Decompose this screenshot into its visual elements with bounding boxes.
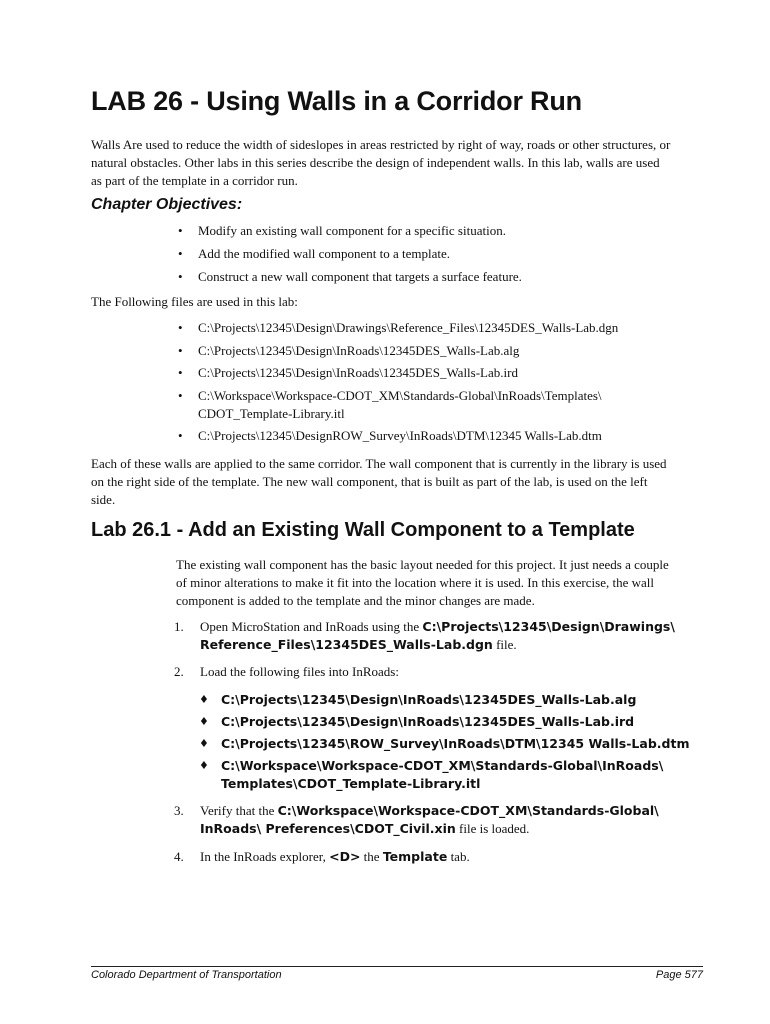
list-item: • C:\Projects\12345\DesignROW_Survey\InRoads\DTM\12345 Walls-Lab.dtm — [178, 428, 602, 443]
bullet-icon: • — [178, 365, 183, 380]
document-page: LAB 26 - Using Walls in a Corridor Run Walls Are used to reduce the width of sideslopes in areas restricted by right of way, roads or other structures, or natural obstacles. Other labs in this series describe the design of independent walls. In this lab, walls are used as part of the template in a corridor run. Chapter Objectives: • Modify an existing wall component for a specific situation. • Add the modified wall component to a template. • Construct a new wall component that targets a surface feature. The Following files are used in this lab: • C:\Projects\12345\Design\Drawings\Reference_Files\12345DES_Walls-Lab.dgn • C:\Projects\12345\Design\InRoads\12345DES_Walls-Lab.alg • C:\Projects\12345\Design\InRoads\12345DES_Walls-Lab.ird • C:\Workspace\Workspace-CDOT_XM\Standards-Global\InRoads\Templates\ CDOT_Template-Library.itl • C:\Projects\12345\DesignROW_Survey\InRoads\DTM\12345 Walls-Lab.dtm Each of these walls are applied to the same corridor. The wall component that is currently in the library is used on the right side of the template. The new wall component, that is built as part of the lab, is used on the left side. Lab 26.1 - Add an Existing Wall Component to a Template The existing wall component has the basic layout needed for this project. It just needs a couple of minor alterations to make it fit into the location where it is used. In this exercise, the wall component is added to the template and the minor changes are made. 1. Open MicroStation and InRoads using the C:\Projects\12345\Design\Drawings\ Reference_Files\12345DES_Walls-Lab.dgn file. 2. Load the following files into InRoads: ♦ C:\Projects\12345\Design\InRoads\12345DES_Walls-Lab.alg ♦ C:\Projects\12345\Design\InRoads\12345DES_Walls-Lab.ird ♦ C:\Projects\12345\ROW_Survey\InRoads\DTM\12345 Walls-Lab.dtm ♦ C:\Workspace\Workspace-CDOT_XM\Standards-Global\InRoads\ Templates\CDOT_Template-Library.itl 3. Verify that the C:\Workspace\Workspace-CDOT_XM\Standards-Global\ InRoads\ Preferences\CDOT_Civil.xin file is loaded. 4. In the InRoads explorer, <D> the Template tab. Colorado Department of Transportation Page 577 — [91, 86, 703, 981]
intro-paragraph — [91, 136, 670, 190]
diamond-bullet-icon: ♦ — [199, 693, 209, 706]
list-item: ♦ C:\Projects\12345\Design\InRoads\12345DES_Walls-Lab.ird — [199, 714, 635, 729]
intro-line: as part of the template in a corridor run. — [91, 173, 298, 188]
list-item: • Modify an existing wall component for a specific situation. — [178, 223, 506, 238]
page-title: LAB 26 - Using Walls in a Corridor Run — [91, 86, 582, 116]
objectives-heading: Chapter Objectives: — [91, 196, 243, 213]
bullet-icon: • — [178, 269, 183, 284]
file-path: InRoads\ Preferences\CDOT_Civil.xin — [200, 821, 456, 836]
files-lead: The Following files are used in this lab: — [91, 294, 298, 309]
diamond-bullet-icon: ♦ — [199, 715, 209, 728]
list-item: • C:\Workspace\Workspace-CDOT_XM\Standards-Global\InRoads\Templates\ CDOT_Template-Library.itl — [178, 388, 602, 421]
tab-name: Template — [382, 849, 448, 864]
file-path: Reference_Files\12345DES_Walls-Lab.dgn — [200, 637, 493, 652]
bullet-icon: • — [178, 388, 183, 403]
list-item: • Construct a new wall component that targets a surface feature. — [178, 269, 522, 284]
intro-line: natural obstacles. Other labs in this series describe the design of independent walls. In this lab, walls are used — [91, 155, 660, 170]
list-item: • C:\Projects\12345\Design\Drawings\Reference_Files\12345DES_Walls-Lab.dgn — [178, 320, 619, 335]
footer-divider — [91, 966, 703, 967]
load-files-list — [199, 691, 689, 797]
bullet-icon: • — [178, 428, 183, 443]
list-item: ♦ C:\Workspace\Workspace-CDOT_XM\Standards-Global\InRoads\ Templates\CDOT_Template-Library.itl — [199, 758, 664, 791]
bullet-icon: • — [178, 223, 183, 238]
list-item: ♦ C:\Projects\12345\Design\InRoads\12345DES_Walls-Lab.alg — [199, 692, 637, 707]
list-item: • C:\Projects\12345\Design\InRoads\12345DES_Walls-Lab.ird — [178, 365, 518, 380]
diamond-bullet-icon: ♦ — [199, 737, 209, 750]
file-path: C:\Projects\12345\Design\Drawings\ — [422, 619, 675, 634]
page-number: Page 577 — [655, 969, 703, 981]
bullet-icon: • — [178, 343, 183, 358]
bullet-icon: • — [178, 320, 183, 335]
section-paragraph: The existing wall component has the basic layout needed for this project. It just needs a couple of minor alterations to make it fit into the location where it is used. In this exercise, the wall component is added to the template and the minor changes are made. — [176, 557, 669, 608]
walls-paragraph: Each of these walls are applied to the same corridor. The wall component that is currently in the library is used on the right side of the template. The new wall component, that is built as part of the lab, is used on the left side. — [91, 456, 667, 507]
list-item: • Add the modified wall component to a template. — [178, 246, 450, 261]
footer-organization: Colorado Department of Transportation — [91, 969, 282, 981]
bullet-icon: • — [178, 246, 183, 261]
objectives-list — [174, 222, 522, 291]
keyboard-command: <D> — [329, 849, 361, 864]
list-item: • C:\Projects\12345\Design\InRoads\12345DES_Walls-Lab.alg — [178, 343, 520, 358]
files-list — [174, 319, 618, 450]
file-path: C:\Workspace\Workspace-CDOT_XM\Standards-Global\ — [277, 803, 659, 818]
intro-line: Walls Are used to reduce the width of sideslopes in areas restricted by right of way, roads or other structures, or — [91, 137, 671, 152]
diamond-bullet-icon: ♦ — [199, 759, 209, 772]
list-item: ♦ C:\Projects\12345\ROW_Survey\InRoads\DTM\12345 Walls-Lab.dtm — [199, 736, 690, 751]
section-heading: Lab 26.1 - Add an Existing Wall Component to a Template — [91, 519, 635, 541]
